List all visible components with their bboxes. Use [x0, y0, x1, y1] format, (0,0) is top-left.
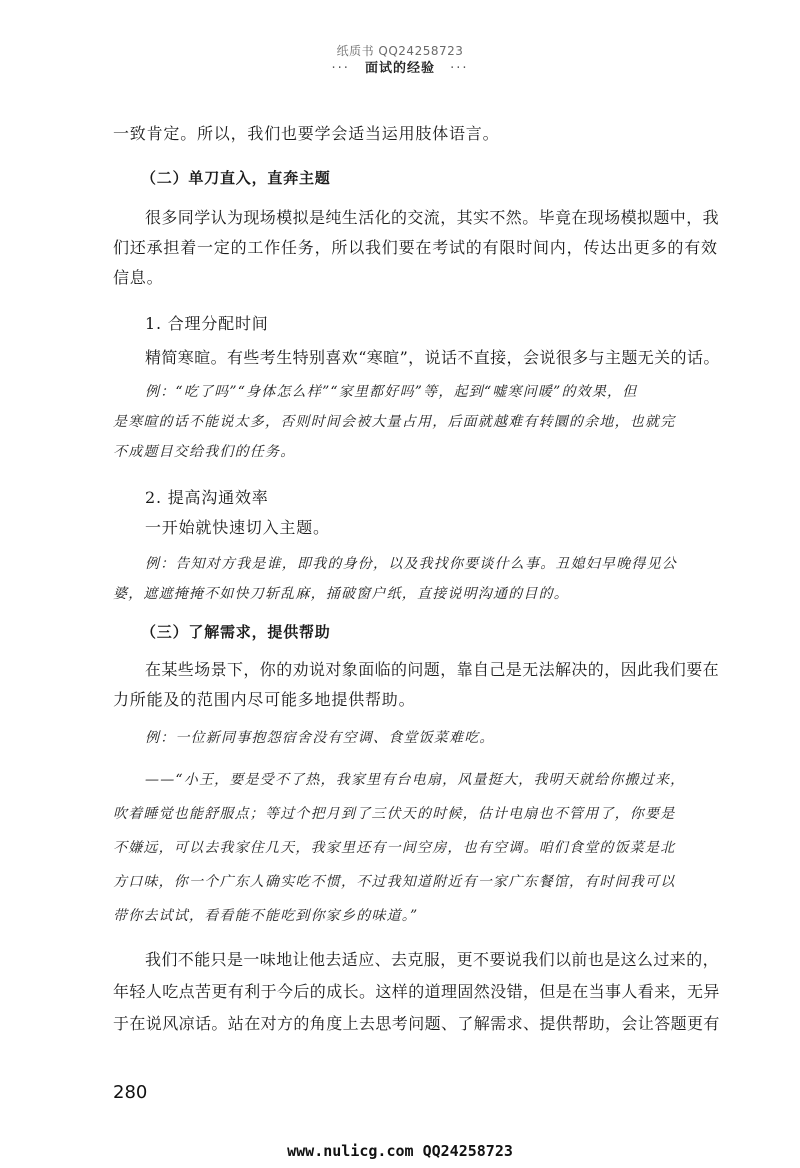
- example-line: 不成题目交给我们的任务。: [113, 444, 296, 460]
- header-dots-right: ···: [450, 61, 469, 76]
- example-line: 带你去试试，看看能不能吃到你家乡的味道。”: [113, 908, 419, 924]
- paragraph-line: 很多同学认为现场模拟是纯生活化的交流，其实不然。毕竟在现场模拟题中，我: [145, 208, 720, 227]
- paragraph-line: 于在说风凉话。站在对方的角度上去思考问题、了解需求、提供帮助，会让答题更有: [113, 1014, 720, 1033]
- example-line: 方口味，你一个广东人确实吃不惯，不过我知道附近有一家广东餐馆，有时间我可以: [113, 874, 676, 890]
- example-line: 是寒暄的话不能说太多，否则时间会被大量占用，后面就越难有转圜的余地，也就完: [113, 414, 676, 430]
- paragraph-line: 信息。: [113, 268, 164, 287]
- example-line: 吹着睡觉也能舒服点；等过个把月到了三伏天的时候，估计电扇也不管用了，你要是: [113, 806, 676, 822]
- example-line: 例：告知对方我是谁，即我的身份，以及我找你要谈什么事。丑媳妇早晚得见公: [145, 556, 677, 572]
- paragraph-line: 2. 提高沟通效率: [145, 488, 269, 507]
- paragraph-line: 一开始就快速切入主题。: [145, 518, 330, 537]
- watermark-top: 纸质书 QQ24258723: [336, 44, 464, 58]
- section-heading: （二）单刀直入，直奔主题: [141, 169, 331, 187]
- header-title: 面试的经验: [364, 61, 435, 76]
- paragraph-line: 年轻人吃点苦更有利于今后的成长。这样的道理固然没错，但是在当事人看来，无异: [113, 982, 720, 1001]
- example-line: ——“小王，要是受不了热，我家里有台电扇，风量挺大，我明天就给你搬过来，: [145, 772, 686, 788]
- section-heading: （三）了解需求，提供帮助: [141, 623, 331, 641]
- example-line: 不嫌远，可以去我家住几天，我家里还有一间空房，也有空调。咱们食堂的饭菜是北: [113, 840, 676, 856]
- paragraph-line: 在某些场景下，你的劝说对象面临的问题，靠自己是无法解决的，因此我们要在: [145, 660, 720, 679]
- watermark-bottom: www.nulicg.com QQ24258723: [287, 1142, 513, 1160]
- page-number: 280: [113, 1082, 148, 1103]
- paragraph-line: 我们不能只是一味地让他去适应、去克服，更不要说我们以前也是这么过来的，: [145, 950, 720, 969]
- paragraph-line: 力所能及的范围内尽可能多地提供帮助。: [113, 690, 416, 709]
- paragraph-line: 一致肯定。所以，我们也要学会适当运用肢体语言。: [113, 124, 500, 143]
- example-line: 例：一位新同事抱怨宿舍没有空调、食堂饭菜难吃。: [145, 730, 495, 746]
- running-header: [0, 57, 800, 76]
- header-dots-left: ···: [331, 61, 350, 76]
- paragraph-line: 精简寒暄。有些考生特别喜欢“寒暄”，说话不直接，会说很多与主题无关的话。: [145, 348, 720, 367]
- example-line: 例：“吃了吗”“身体怎么样”“家里都好吗”等，起到“嘘寒问暖”的效果，但: [145, 384, 638, 400]
- paragraph-line: 们还承担着一定的工作任务，所以我们要在考试的有限时间内，传达出更多的有效: [113, 238, 718, 257]
- example-line: 婆，遮遮掩掩不如快刀斩乱麻，捅破窗户纸，直接说明沟通的目的。: [113, 586, 569, 602]
- paragraph-line: 1. 合理分配时间: [145, 314, 269, 333]
